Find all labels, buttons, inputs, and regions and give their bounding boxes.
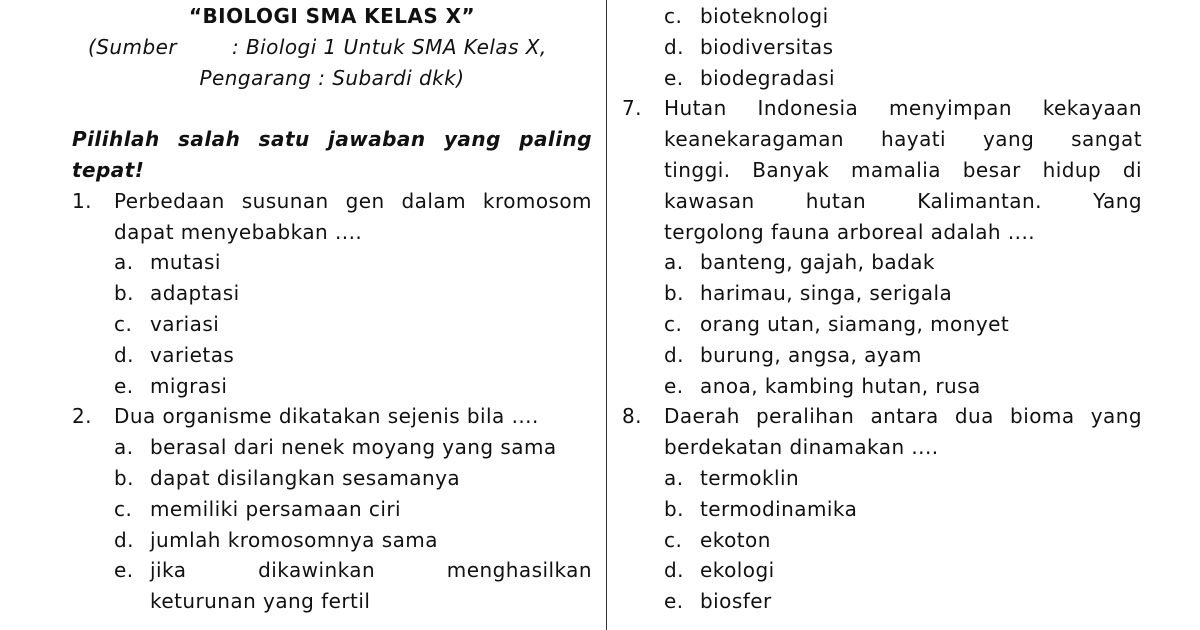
option-text: harimau, singa, serigala	[700, 281, 953, 306]
option-a	[622, 463, 1142, 494]
option-a	[622, 247, 1142, 278]
option-letter: c.	[114, 311, 133, 336]
option-letter: e.	[664, 589, 684, 614]
cut-top-line	[622, 0, 1142, 1]
source-line	[72, 32, 592, 63]
option-c	[72, 309, 592, 340]
question-text: Daerah peralihan antara dua bioma yang	[664, 404, 1142, 429]
option-text: anoa, kambing hutan, rusa	[700, 373, 981, 398]
question-text-cont: berdekatan dinamakan ....	[664, 435, 939, 460]
option-letter: e.	[664, 373, 684, 398]
author-line: Pengarang : Subardi dkk)	[199, 65, 465, 90]
option-text	[700, 0, 809, 1]
source-label: (Sumber	[88, 34, 178, 59]
option-b	[622, 494, 1142, 525]
option-letter: e.	[114, 558, 134, 583]
option-letter: a.	[114, 435, 134, 460]
option-text: variasi	[150, 311, 220, 336]
option-text: biodiversitas	[700, 34, 834, 59]
option-text: varietas	[150, 342, 235, 367]
option-text: ekologi	[700, 558, 775, 583]
option-letter: d.	[664, 558, 684, 583]
option-letter: d.	[664, 34, 684, 59]
option-letter: a.	[664, 250, 684, 275]
option-text: mutasi	[150, 250, 221, 275]
question-text: Dua organisme dikatakan sejenis bila ....	[114, 404, 539, 429]
question-number: 2.	[72, 404, 92, 429]
question-number: 1.	[72, 188, 92, 213]
option-d	[622, 340, 1142, 371]
column-divider	[606, 0, 607, 630]
option-letter: b.	[114, 281, 134, 306]
left-column	[72, 0, 592, 617]
option-e	[622, 63, 1142, 94]
question-number: 8.	[622, 404, 642, 429]
option-d	[72, 340, 592, 371]
option-b	[622, 278, 1142, 309]
option-b	[72, 463, 592, 494]
option-text: dapat disilangkan sesamanya	[150, 465, 461, 490]
option-a	[72, 247, 592, 278]
option-text: banteng, gajah, badak	[700, 250, 935, 275]
option-d	[72, 525, 592, 556]
option-b	[72, 278, 592, 309]
question-text: Hutan Indonesia menyimpan kekayaan	[664, 96, 1142, 121]
option-text: berasal dari nenek moyang yang sama	[150, 435, 557, 460]
option-text: bioteknologi	[700, 4, 829, 28]
spacer	[72, 93, 592, 124]
option-letter: d.	[664, 342, 684, 367]
instruction-line-2: tepat!	[72, 157, 145, 182]
option-letter: e.	[114, 373, 134, 398]
right-column	[622, 0, 1142, 617]
option-text: orang utan, siamang, monyet	[700, 311, 1010, 336]
document-title: “BIOLOGI SMA KELAS X”	[188, 4, 476, 28]
option-letter: a.	[114, 250, 134, 275]
option-c	[72, 494, 592, 525]
option-e	[622, 586, 1142, 617]
option-letter: e.	[664, 65, 684, 90]
option-letter	[664, 0, 700, 1]
option-letter: c.	[114, 496, 133, 521]
option-text: memiliki persamaan ciri	[150, 496, 402, 521]
option-letter: c.	[664, 527, 683, 552]
question-1	[72, 186, 592, 217]
option-d	[622, 555, 1142, 586]
option-letter: d.	[114, 527, 134, 552]
option-text-cont: keturunan yang fertil	[150, 589, 371, 614]
option-c	[622, 1, 1142, 32]
option-text: ekoton	[700, 527, 771, 552]
option-letter: d.	[114, 342, 134, 367]
option-e	[72, 555, 592, 586]
instruction-line-1: Pilihlah salah satu jawaban yang paling	[72, 127, 592, 152]
option-e	[72, 371, 592, 402]
option-a	[72, 432, 592, 463]
option-c	[622, 525, 1142, 556]
option-text: adaptasi	[150, 281, 240, 306]
question-text: Perbedaan susunan gen dalam kromosom	[114, 188, 592, 213]
option-e	[622, 371, 1142, 402]
question-7	[622, 93, 1142, 124]
question-8	[622, 401, 1142, 432]
question-text-cont: kawasan hutan Kalimantan. Yang	[664, 188, 1142, 213]
option-text: biodegradasi	[700, 65, 835, 90]
option-letter: b.	[664, 281, 684, 306]
question-number: 7.	[622, 96, 642, 121]
option-c	[622, 309, 1142, 340]
option-letter: a.	[664, 465, 684, 490]
option-text: burung, angsa, ayam	[700, 342, 922, 367]
option-text: termoklin	[700, 465, 800, 490]
question-text-cont: tinggi. Banyak mamalia besar hidup di	[664, 157, 1142, 182]
option-text: migrasi	[150, 373, 228, 398]
question-text-cont: keanekaragaman hayati yang sangat	[664, 127, 1142, 152]
question-text-cont: dapat menyebabkan ....	[114, 219, 363, 244]
option-letter: c.	[664, 311, 683, 336]
option-text: jika dikawinkan menghasilkan	[150, 558, 592, 583]
question-2	[72, 401, 592, 432]
option-text: termodinamika	[700, 496, 858, 521]
question-text-cont: tergolong fauna arboreal adalah ....	[664, 219, 1036, 244]
option-letter: b.	[664, 496, 684, 521]
source-value: : Biologi 1 Untuk SMA Kelas X,	[232, 34, 547, 59]
option-text: jumlah kromosomnya sama	[150, 527, 438, 552]
option-d	[622, 32, 1142, 63]
option-letter: c.	[664, 4, 683, 28]
option-letter: b.	[114, 465, 134, 490]
option-text: biosfer	[700, 589, 772, 614]
